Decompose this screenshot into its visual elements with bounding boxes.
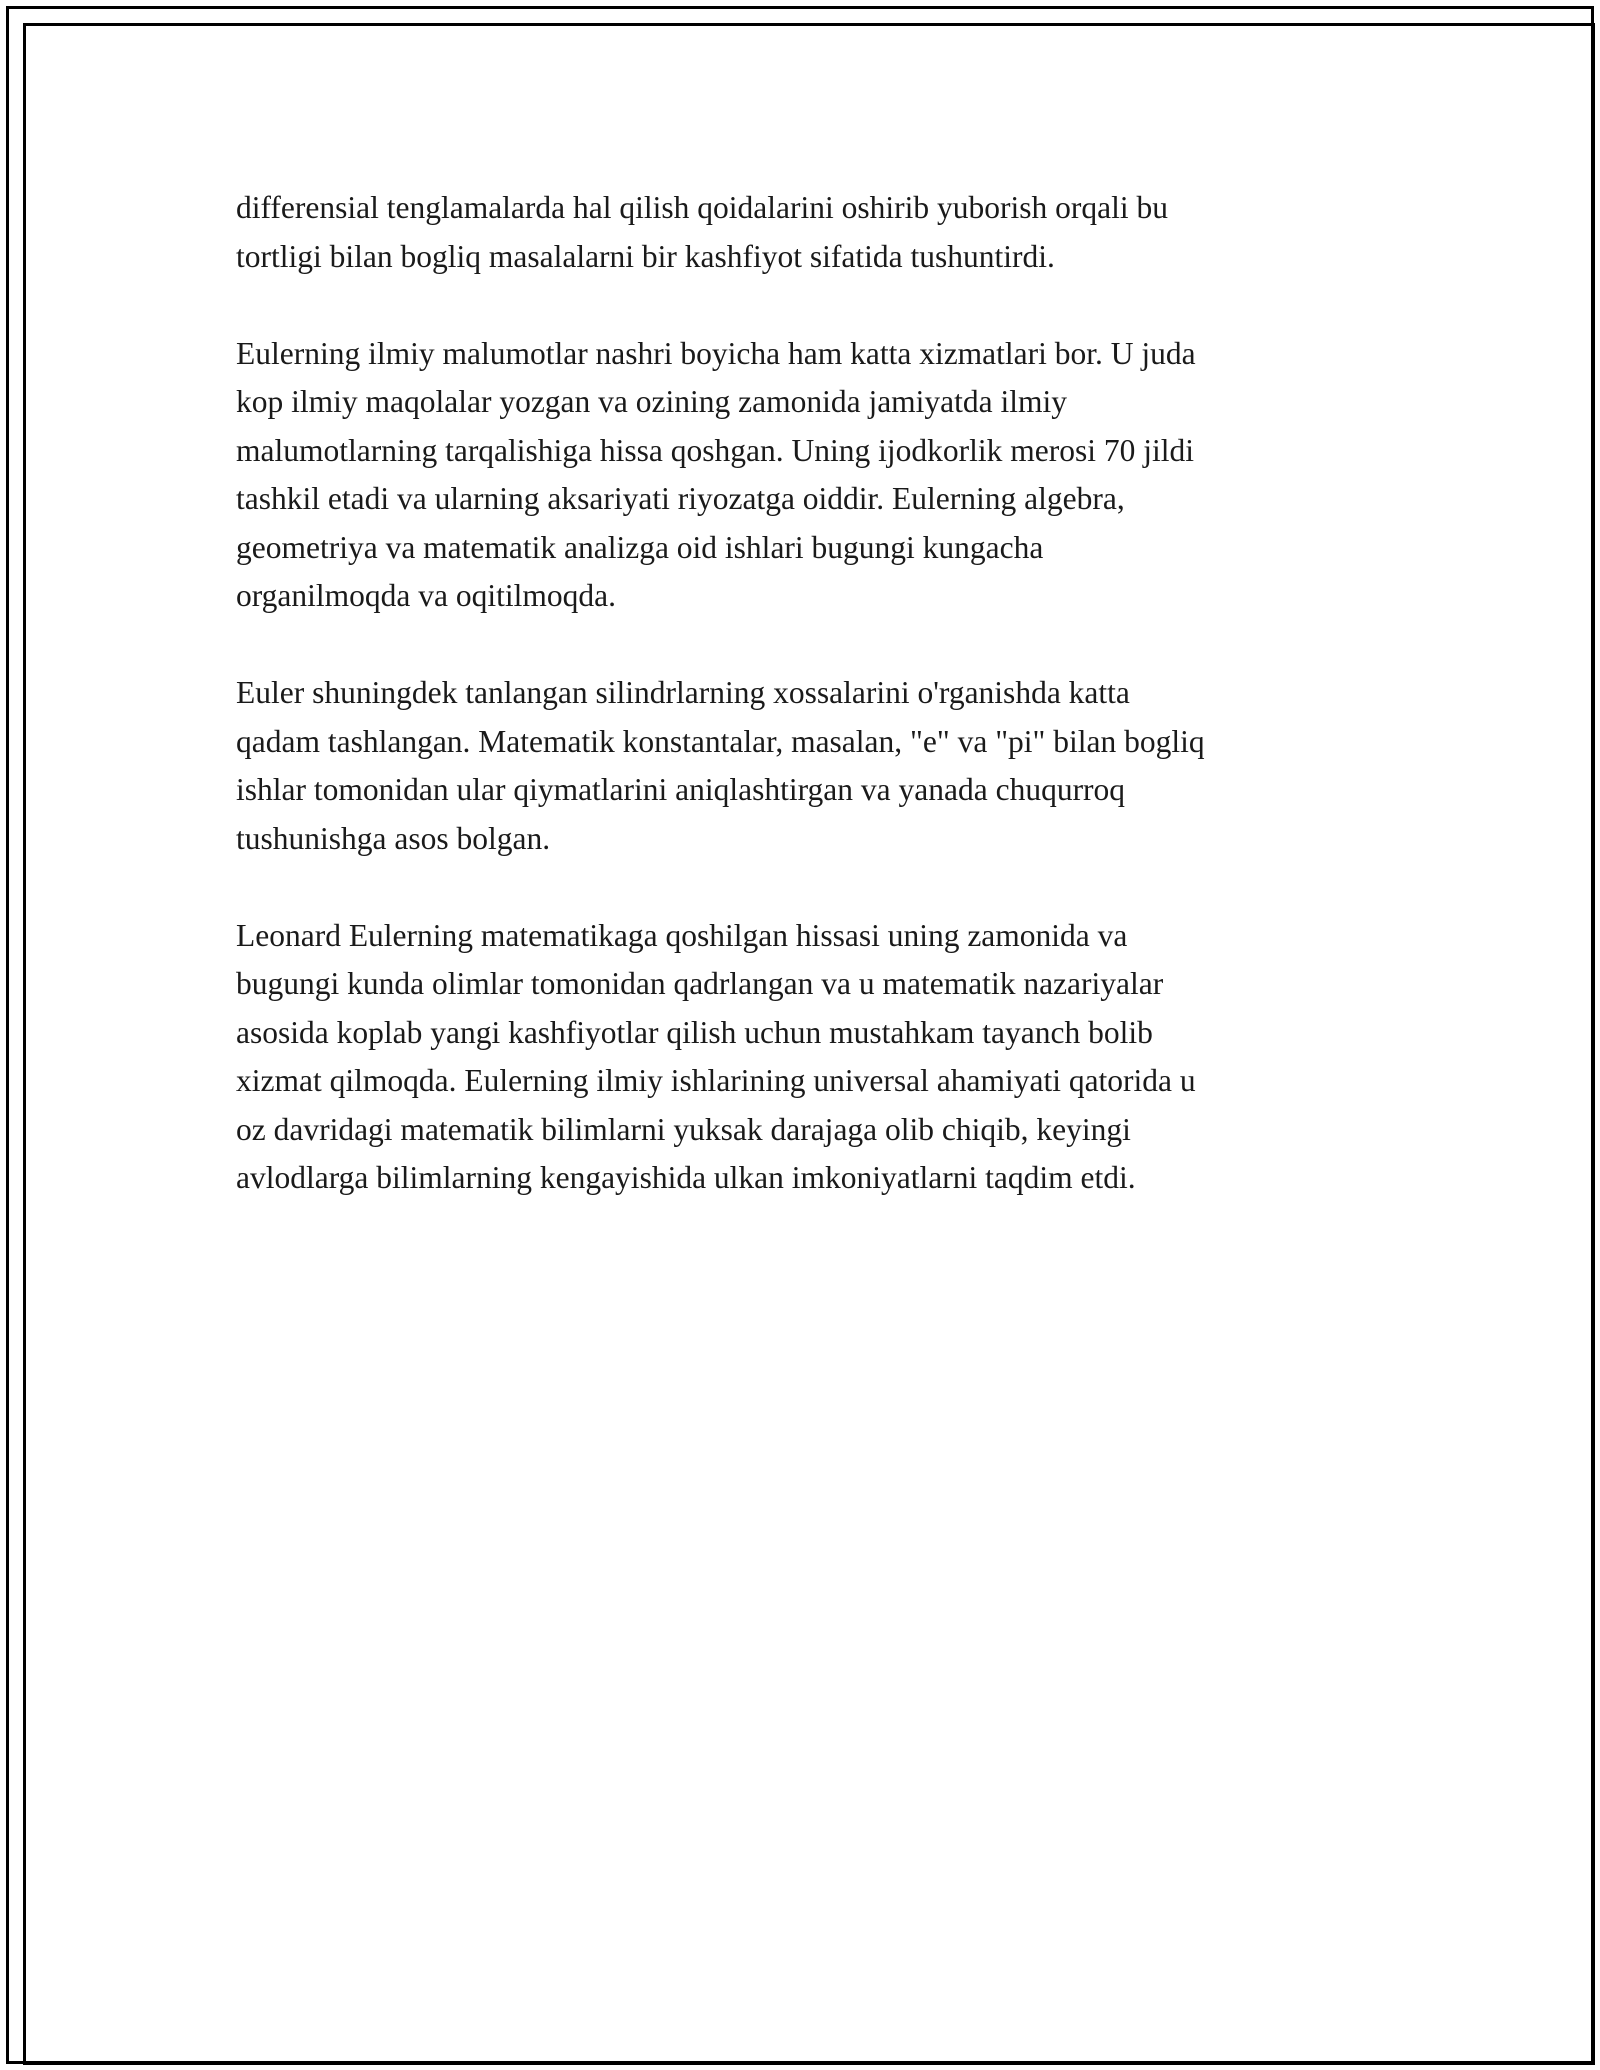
paragraph-3: Euler shuningdek tanlangan silindrlarning xossalarini o'rganishda katta qadam tashlangan. Matematik konstantalar, masalan, "e" va "pi" bilan bogliq ishlar tomonidan ular qiymatlarini aniqlashtirgan va yanada chuqurroq tushunishga asos bolgan. bbox=[236, 675, 1205, 856]
paragraph-4: Leonard Eulerning matematikaga qoshilgan hissasi uning zamonida va bugungi kunda olimlar tomonidan qadrlangan va u matematik nazariyalar asosida koplab yangi kashfiyotlar qilish uchun mustahkam tayanch bolib xizmat qilmoqda. Eulerning ilmiy ishlarining universal ahamiyati qatorida u oz davridagi matematik bilimlarni yuksak darajaga olib chiqib, keyingi avlodlarga bilimlarning kengayishida ulkan imkoniyatlarni taqdim etdi. bbox=[236, 917, 1196, 1195]
document-body bbox=[236, 184, 1416, 1251]
paragraph-1: differensial tenglamalarda hal qilish qoidalarini oshirib yuborish orqali bu tortligi bilan bogliq masalalarni bir kashfiyot sifatida tushuntirdi. bbox=[236, 190, 1168, 274]
paragraph-2: Eulerning ilmiy malumotlar nashri boyicha ham katta xizmatlari bor. U juda kop ilmiy maqolalar yozgan va ozining zamonida jamiyatda ilmiy malumotlarning tarqalishiga hissa qoshgan. Uning ijodkorlik merosi 70 jildi tashkil etadi va ularning aksariyati riyozatga oiddir. Eulerning algebra, geometriya va matematik analizga oid ishlari bugungi kungacha organilmoqda va oqitilmoqda. bbox=[236, 335, 1196, 613]
